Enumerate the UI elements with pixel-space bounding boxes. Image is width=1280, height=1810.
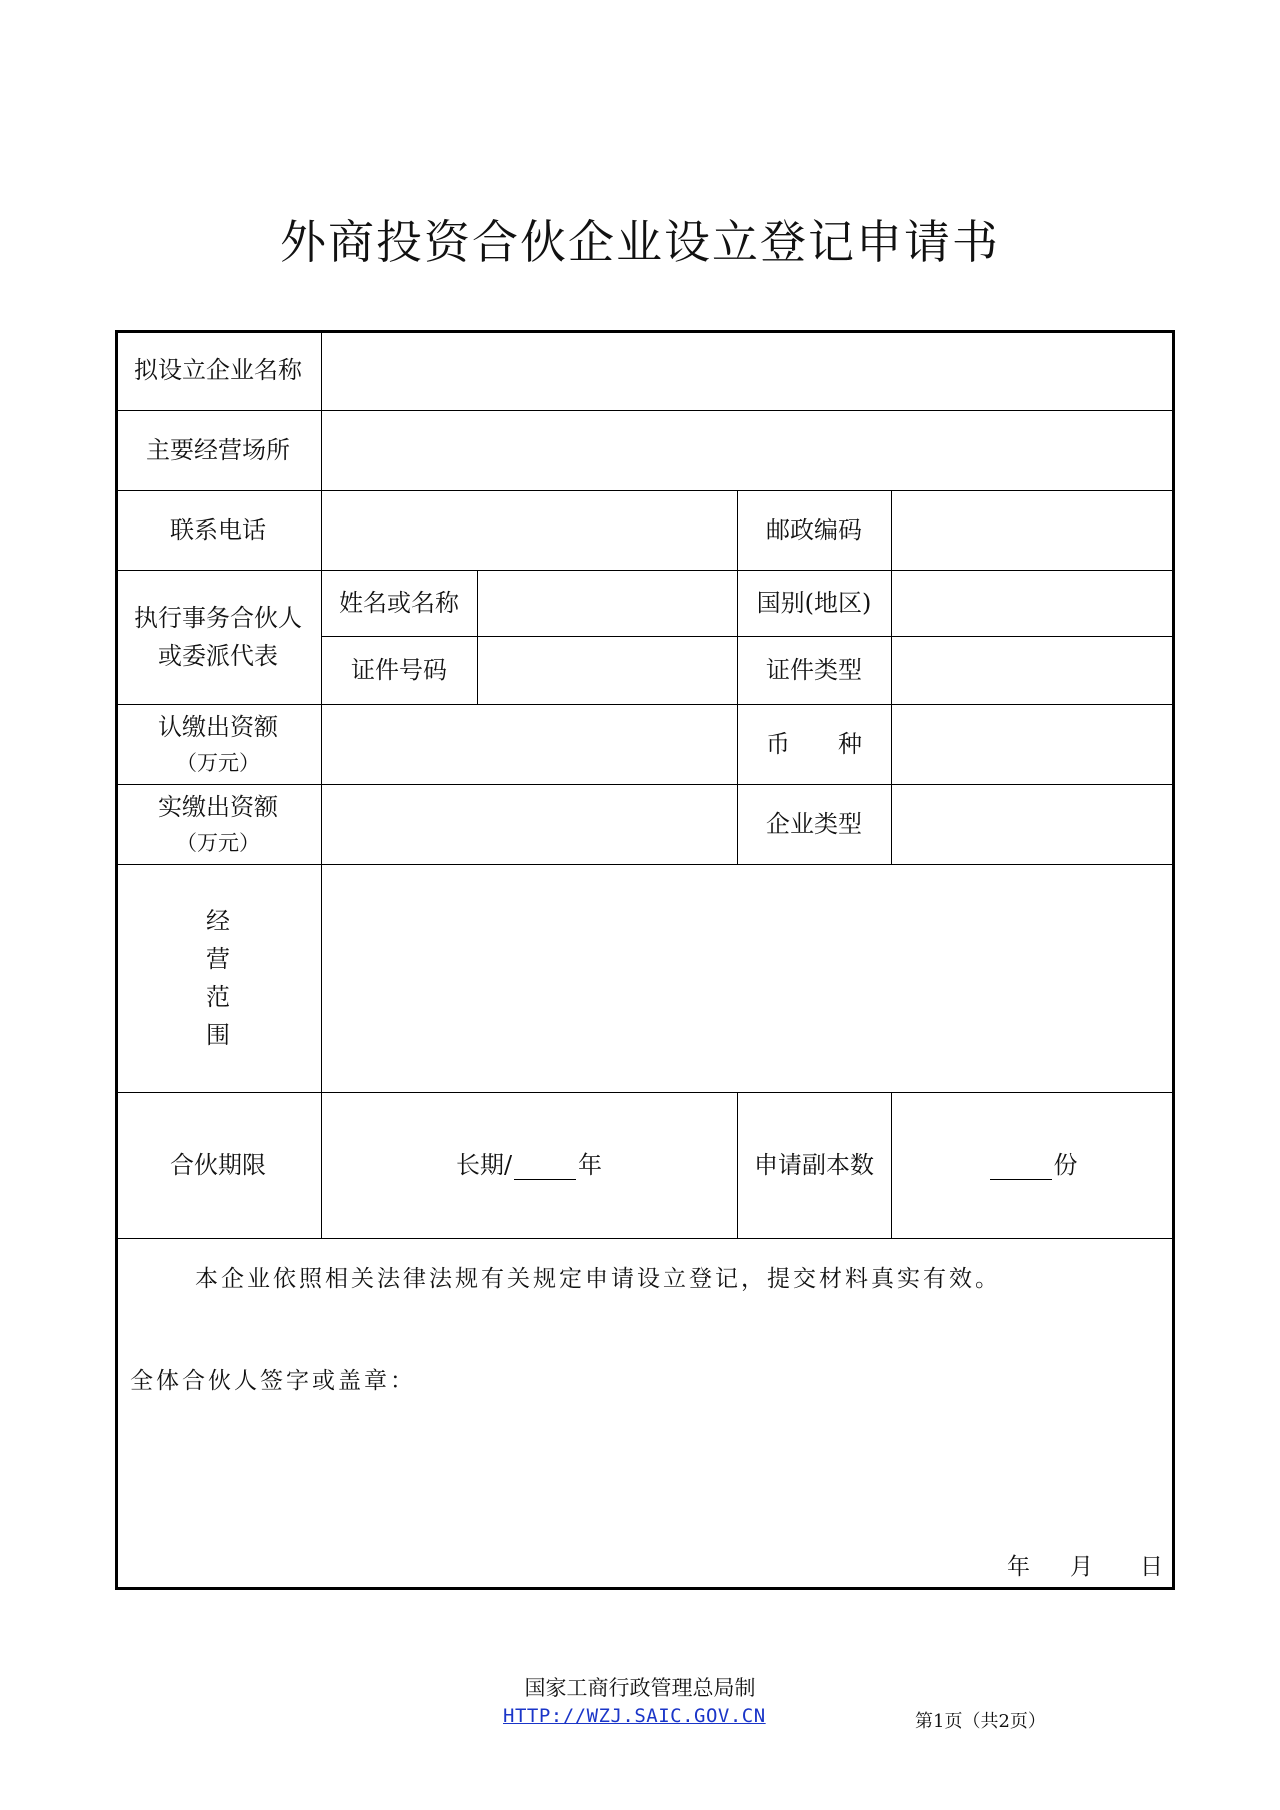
signature-area[interactable] [118,1420,1172,1540]
country-label: 国别(地区) [756,589,872,617]
paid-capital-label [115,784,321,864]
enterprise-type-label: 企业类型 [766,810,862,838]
subscribed-capital-text: 认缴出资额 [158,713,278,741]
main-premises-label: 主要经营场所 [146,436,290,464]
paid-capital-unit: （万元） [176,831,260,855]
business-scope-char: 营 [206,945,230,973]
business-scope-char: 范 [206,983,230,1011]
managing-partner-label-line1: 执行事务合伙人 [134,604,302,632]
application-form-table [115,330,1175,1590]
name-field[interactable] [478,571,736,635]
postal-code-label: 邮政编码 [766,516,862,544]
partnership-term-label: 合伙期限 [170,1151,266,1179]
date-year: 年 [1007,1554,1030,1580]
name-label: 姓名或名称 [339,589,459,617]
copies-blank[interactable] [990,1151,1052,1180]
business-scope-char: 围 [206,1021,230,1049]
issuer-footer: 国家工商行政管理总局制 [524,1676,756,1700]
company-name-field[interactable] [322,331,1173,409]
copies-field[interactable] [892,1093,1173,1237]
partnership-term-field[interactable] [322,1093,736,1237]
id-type-field[interactable] [892,637,1173,703]
copies-label: 申请副本数 [754,1151,874,1179]
subscribed-capital-label [115,704,321,784]
signature-label: 全体合伙人签字或盖章： [130,1368,416,1394]
business-scope-field[interactable] [322,865,1173,1091]
term-suffix: 年 [578,1151,603,1179]
form-title: 外商投资合伙企业设立登记申请书 [280,215,1000,269]
id-number-field[interactable] [478,637,736,703]
paid-capital-text: 实缴出资额 [158,793,278,821]
phone-field[interactable] [322,491,736,569]
currency-label: 币 种 [766,730,862,758]
business-scope-label [115,864,321,1092]
managing-partner-label-line2: 或委派代表 [158,642,278,670]
currency-field[interactable] [892,705,1173,783]
term-prefix: 长期/ [455,1151,513,1179]
date-day: 日 [1140,1554,1163,1580]
enterprise-type-field[interactable] [892,785,1173,863]
website-link[interactable]: HTTP://WZJ.SAIC.GOV.CN [503,1705,766,1727]
managing-partner-label [115,570,321,704]
copies-suffix: 份 [1053,1151,1078,1179]
business-scope-char: 经 [206,907,230,935]
date-month: 月 [1070,1554,1093,1580]
paid-capital-field[interactable] [322,785,736,863]
company-name-label: 拟设立企业名称 [134,356,302,384]
row-divider [115,1238,1175,1239]
subscribed-capital-unit: （万元） [176,751,260,775]
page-number: 第1页（共2页） [915,1711,1046,1732]
id-number-label: 证件号码 [351,656,447,684]
postal-code-field[interactable] [892,491,1173,569]
declaration-text: 本企业依照相关法律法规有关规定申请设立登记，提交材料真实有效。 [195,1266,1001,1292]
main-premises-field[interactable] [322,411,1173,489]
phone-label: 联系电话 [170,516,266,544]
country-field[interactable] [892,571,1173,635]
term-years-blank[interactable] [514,1151,576,1180]
id-type-label: 证件类型 [766,656,862,684]
subscribed-capital-field[interactable] [322,705,736,783]
